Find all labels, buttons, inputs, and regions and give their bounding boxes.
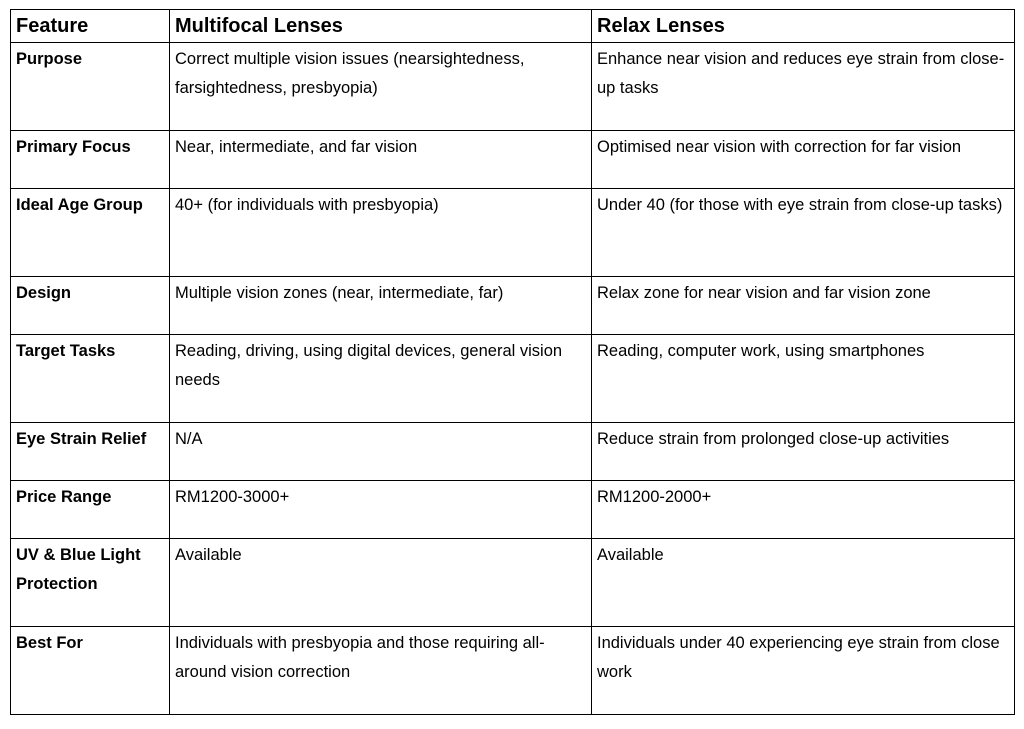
row-relax-cell: RM1200-2000+ [592, 481, 1015, 539]
row-feature-cell: Best For [11, 627, 170, 715]
header-multifocal-lenses: Multifocal Lenses [170, 10, 592, 43]
row-multifocal-cell: RM1200-3000+ [170, 481, 592, 539]
row-feature-cell: Price Range [11, 481, 170, 539]
row-multifocal-cell: 40+ (for individuals with presbyopia) [170, 189, 592, 277]
table-row [11, 481, 1015, 539]
table-row [11, 539, 1015, 627]
row-feature-cell: Ideal Age Group [11, 189, 170, 277]
row-relax-cell: Relax zone for near vision and far vision zone [592, 277, 1015, 335]
row-multifocal-cell: Individuals with presbyopia and those requiring all-around vision correction [170, 627, 592, 715]
table-row [11, 131, 1015, 189]
row-feature-cell: Primary Focus [11, 131, 170, 189]
row-multifocal-cell: Reading, driving, using digital devices, general vision needs [170, 335, 592, 423]
table-row [11, 277, 1015, 335]
table-row [11, 43, 1015, 131]
row-multifocal-cell: Correct multiple vision issues (nearsightedness, farsightedness, presbyopia) [170, 43, 592, 131]
row-relax-cell: Individuals under 40 experiencing eye strain from close work [592, 627, 1015, 715]
header-row [11, 10, 1015, 43]
row-relax-cell: Available [592, 539, 1015, 627]
row-relax-cell: Under 40 (for those with eye strain from close-up tasks) [592, 189, 1015, 277]
row-feature-cell: Design [11, 277, 170, 335]
header-feature: Feature [11, 10, 170, 43]
row-feature-cell: Eye Strain Relief [11, 423, 170, 481]
row-relax-cell: Reduce strain from prolonged close-up activities [592, 423, 1015, 481]
table-row [11, 335, 1015, 423]
row-feature-cell: UV & Blue Light Protection [11, 539, 170, 627]
row-multifocal-cell: Near, intermediate, and far vision [170, 131, 592, 189]
row-multifocal-cell: Available [170, 539, 592, 627]
row-multifocal-cell: Multiple vision zones (near, intermediate, far) [170, 277, 592, 335]
header-relax-lenses: Relax Lenses [592, 10, 1015, 43]
comparison-table [10, 9, 1015, 715]
row-feature-cell: Target Tasks [11, 335, 170, 423]
row-multifocal-cell: N/A [170, 423, 592, 481]
row-relax-cell: Enhance near vision and reduces eye strain from close-up tasks [592, 43, 1015, 131]
table-row [11, 189, 1015, 277]
table-row [11, 423, 1015, 481]
row-relax-cell: Optimised near vision with correction for far vision [592, 131, 1015, 189]
table-row [11, 627, 1015, 715]
row-relax-cell: Reading, computer work, using smartphones [592, 335, 1015, 423]
row-feature-cell: Purpose [11, 43, 170, 131]
